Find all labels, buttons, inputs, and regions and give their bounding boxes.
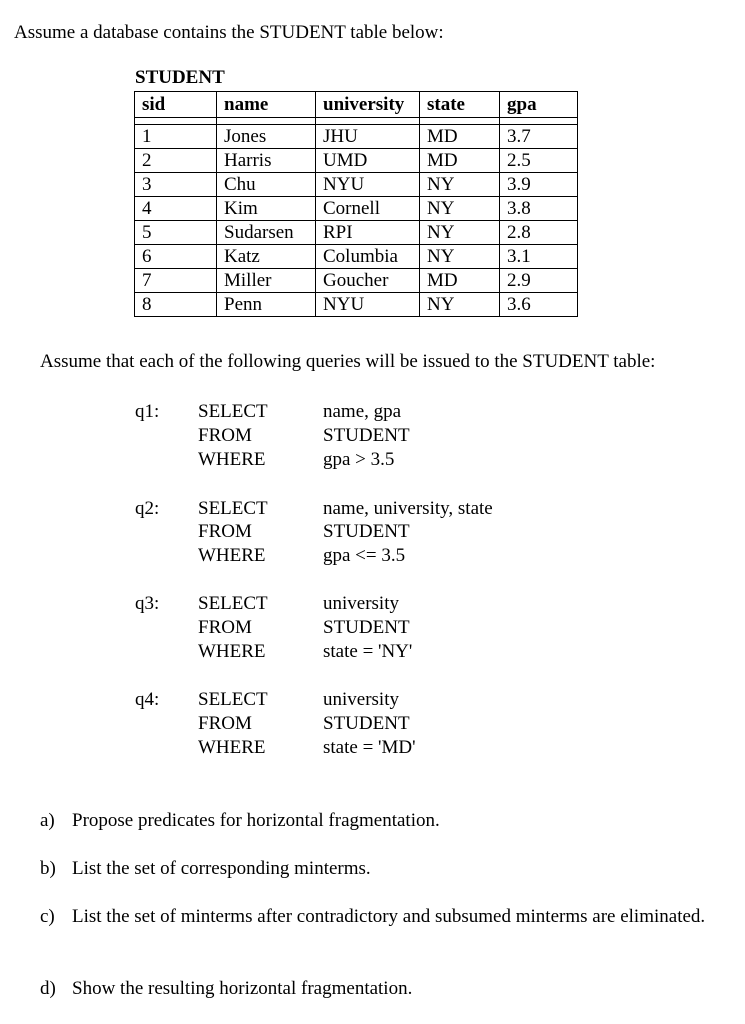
question-d xyxy=(40,977,712,1001)
cell-gpa: 3.8 xyxy=(500,197,578,221)
table-spacer-row xyxy=(135,118,578,125)
cell-gpa: 2.9 xyxy=(500,269,578,293)
question-letter: d) xyxy=(40,978,56,999)
query-select-value: university xyxy=(323,593,399,614)
table-row xyxy=(135,293,578,317)
cell-sid: 2 xyxy=(135,149,217,173)
table-row xyxy=(135,269,578,293)
query-where-keyword: WHERE xyxy=(198,641,266,662)
header-name: name xyxy=(217,92,316,118)
query-from-value: STUDENT xyxy=(323,713,410,734)
cell-sid: 7 xyxy=(135,269,217,293)
table-row xyxy=(135,197,578,221)
query-from-keyword: FROM xyxy=(198,425,252,446)
query-select-value: name, gpa xyxy=(323,401,402,422)
question-letter: b) xyxy=(40,858,56,879)
query-from-value: STUDENT xyxy=(323,521,410,542)
question-b xyxy=(40,857,712,881)
cell-university: Columbia xyxy=(316,245,420,269)
cell-gpa: 3.1 xyxy=(500,245,578,269)
header-university: university xyxy=(316,92,420,118)
cell-name: Sudarsen xyxy=(217,221,316,245)
query-where-keyword: WHERE xyxy=(198,449,266,470)
cell-gpa: 2.8 xyxy=(500,221,578,245)
header-state: state xyxy=(420,92,500,118)
query-id: q4: xyxy=(135,689,160,710)
question-c xyxy=(40,905,712,929)
cell-gpa: 2.5 xyxy=(500,149,578,173)
query-where-value: gpa <= 3.5 xyxy=(323,545,406,566)
cell-university: NYU xyxy=(316,173,420,197)
cell-sid: 1 xyxy=(135,125,217,149)
query-id: q1: xyxy=(135,401,160,422)
cell-gpa: 3.9 xyxy=(500,173,578,197)
cell-name: Miller xyxy=(217,269,316,293)
query-where-value: state = 'MD' xyxy=(323,737,416,758)
table-caption: STUDENT xyxy=(135,67,225,88)
cell-sid: 4 xyxy=(135,197,217,221)
cell-name: Chu xyxy=(217,173,316,197)
query-select-value: university xyxy=(323,689,399,710)
query-select-keyword: SELECT xyxy=(198,498,268,519)
cell-sid: 6 xyxy=(135,245,217,269)
cell-gpa: 3.6 xyxy=(500,293,578,317)
cell-sid: 5 xyxy=(135,221,217,245)
cell-name: Penn xyxy=(217,293,316,317)
query-from-keyword: FROM xyxy=(198,713,252,734)
question-letter: c) xyxy=(40,906,55,927)
cell-university: Goucher xyxy=(316,269,420,293)
cell-gpa: 3.7 xyxy=(500,125,578,149)
query-from-keyword: FROM xyxy=(198,521,252,542)
question-a xyxy=(40,809,712,833)
cell-name: Kim xyxy=(217,197,316,221)
cell-state: NY xyxy=(420,197,500,221)
query-select-value: name, university, state xyxy=(323,498,493,519)
table-row xyxy=(135,149,578,173)
query-select-keyword: SELECT xyxy=(198,593,268,614)
question-text: Show the resulting horizontal fragmentation. xyxy=(72,978,413,999)
query-from-value: STUDENT xyxy=(323,425,410,446)
cell-sid: 8 xyxy=(135,293,217,317)
query-where-keyword: WHERE xyxy=(198,737,266,758)
header-gpa: gpa xyxy=(500,92,578,118)
cell-state: NY xyxy=(420,293,500,317)
query-where-value: state = 'NY' xyxy=(323,641,413,662)
cell-state: NY xyxy=(420,221,500,245)
cell-state: NY xyxy=(420,245,500,269)
cell-state: MD xyxy=(420,269,500,293)
query-select-keyword: SELECT xyxy=(198,689,268,710)
header-sid: sid xyxy=(135,92,217,118)
cell-name: Jones xyxy=(217,125,316,149)
cell-state: MD xyxy=(420,125,500,149)
table-header-row xyxy=(135,92,578,118)
query-id: q3: xyxy=(135,593,160,614)
query-select-keyword: SELECT xyxy=(198,401,268,422)
query-where-keyword: WHERE xyxy=(198,545,266,566)
cell-name: Katz xyxy=(217,245,316,269)
cell-sid: 3 xyxy=(135,173,217,197)
query-where-value: gpa > 3.5 xyxy=(323,449,395,470)
query-from-value: STUDENT xyxy=(323,617,410,638)
question-text: List the set of minterms after contradictory and subsumed minterms are eliminated. xyxy=(72,906,706,927)
table-row xyxy=(135,173,578,197)
cell-university: Cornell xyxy=(316,197,420,221)
cell-state: MD xyxy=(420,149,500,173)
queries-intro-text: Assume that each of the following queries will be issued to the STUDENT table: xyxy=(40,351,656,372)
table-row xyxy=(135,125,578,149)
intro-text: Assume a database contains the STUDENT table below: xyxy=(14,22,444,43)
question-text: List the set of corresponding minterms. xyxy=(72,858,371,879)
cell-name: Harris xyxy=(217,149,316,173)
student-table xyxy=(134,91,578,317)
cell-university: NYU xyxy=(316,293,420,317)
query-id: q2: xyxy=(135,498,160,519)
table-row xyxy=(135,245,578,269)
cell-university: UMD xyxy=(316,149,420,173)
question-letter: a) xyxy=(40,810,55,831)
question-text: Propose predicates for horizontal fragmentation. xyxy=(72,810,440,831)
table-row xyxy=(135,221,578,245)
cell-university: JHU xyxy=(316,125,420,149)
cell-state: NY xyxy=(420,173,500,197)
cell-university: RPI xyxy=(316,221,420,245)
query-from-keyword: FROM xyxy=(198,617,252,638)
